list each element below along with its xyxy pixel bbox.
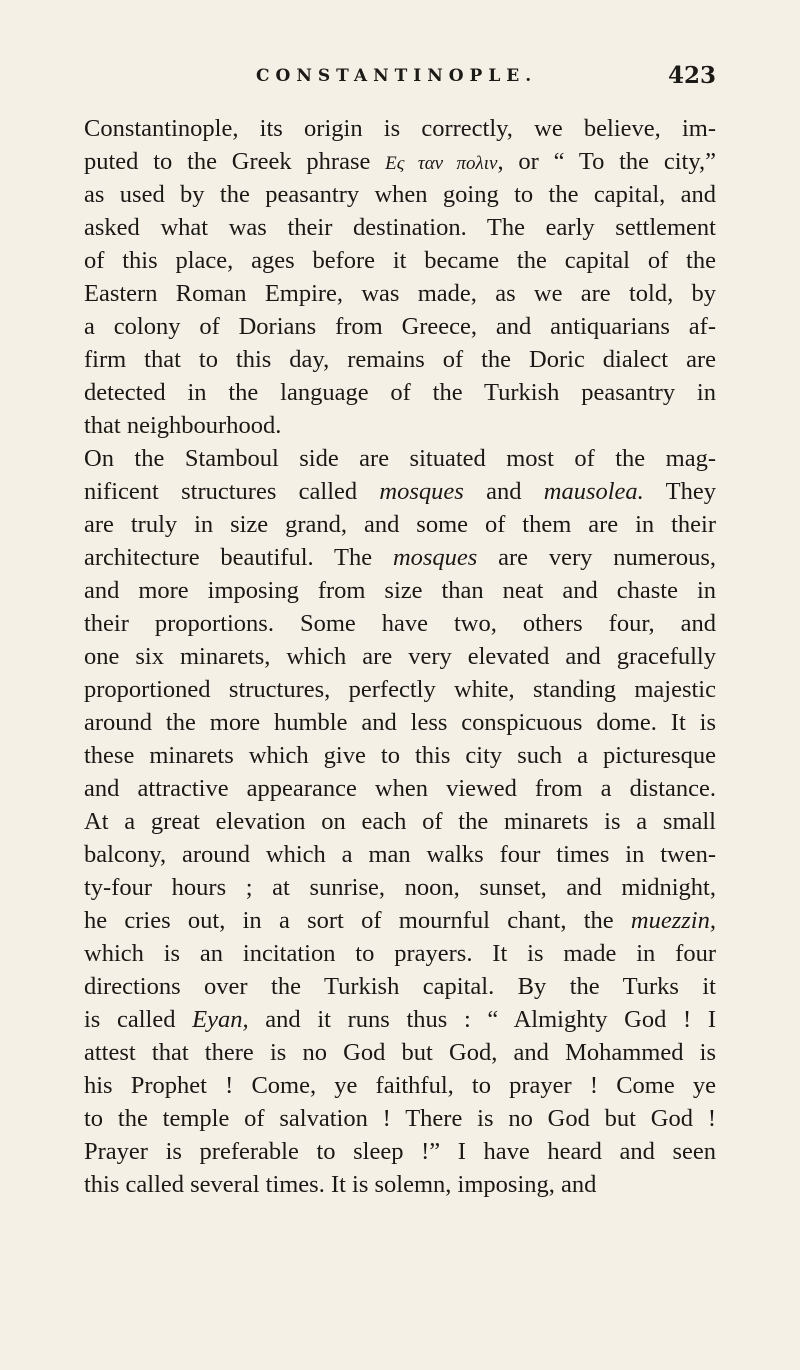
text-line: he cries out, in a sort of mournful chant, the muezzin, — [84, 907, 716, 934]
text-line: which is an incitation to prayers. It is made in four — [84, 940, 716, 967]
text-line: puted to the Greek phrase Eς ταν πολιν, or “ To the city,” — [84, 148, 716, 175]
text-line: Prayer is preferable to sleep !” I have heard and seen — [84, 1138, 716, 1165]
text-line: balcony, around which a man walks four times in twen- — [84, 841, 716, 868]
italic-term: mausolea. — [543, 478, 644, 505]
body-text — [84, 112, 716, 1201]
running-title: CONSTANTINOPLE. — [256, 66, 538, 86]
italic-term: mosques — [392, 544, 478, 571]
text-line: On the Stamboul side are situated most of the mag- — [84, 445, 716, 472]
text-line: their proportions. Some have two, others four, and — [84, 610, 716, 637]
text-line: ty-four hours ; at sunrise, noon, sunset, and midnight, — [84, 874, 716, 901]
text-line: and attractive appearance when viewed from a distance. — [84, 775, 716, 802]
text-line: his Prophet ! Come, ye faithful, to prayer ! Come ye — [84, 1072, 716, 1099]
text-line: of this place, ages before it became the capital of the — [84, 247, 716, 274]
text-line: are truly in size grand, and some of them are in their — [84, 511, 716, 538]
text-line: is called Eyan, and it runs thus : “ Almighty God ! I — [84, 1006, 716, 1033]
text-line: these minarets which give to this city such a picturesque — [84, 742, 716, 769]
text-line: At a great elevation on each of the minarets is a small — [84, 808, 716, 835]
text-line: around the more humble and less conspicuous dome. It is — [84, 709, 716, 736]
text-line: that neighbourhood. — [84, 412, 282, 439]
text-line: detected in the language of the Turkish peasantry in — [84, 379, 716, 406]
text-line: attest that there is no God but God, and Mohammed is — [84, 1039, 716, 1066]
text-line: and more imposing from size than neat and chaste in — [84, 577, 716, 604]
page-number: 423 — [667, 62, 716, 89]
text-line: a colony of Dorians from Greece, and antiquarians af- — [84, 313, 716, 340]
italic-term: Eyan, — [192, 1006, 249, 1033]
italic-term: mosques — [379, 478, 464, 505]
page-header — [84, 62, 716, 98]
text-line: asked what was their destination. The early settlement — [84, 214, 716, 241]
text-line: this called several times. It is solemn, imposing, and — [84, 1171, 597, 1198]
text-line: proportioned structures, perfectly white, standing majestic — [84, 676, 716, 703]
italic-term: muezzin, — [630, 907, 716, 934]
text-line: directions over the Turkish capital. By the Turks it — [84, 973, 716, 1000]
greek-phrase: Eς ταν πολιν — [385, 153, 498, 174]
text-line: to the temple of salvation ! There is no God but God ! — [84, 1105, 716, 1132]
text-line: one six minarets, which are very elevated and gracefully — [84, 643, 716, 670]
text-line: Constantinople, its origin is correctly, we believe, im- — [84, 115, 716, 142]
text-line: firm that to this day, remains of the Doric dialect are — [84, 346, 716, 373]
text-line: as used by the peasantry when going to the capital, and — [84, 181, 716, 208]
text-line: nificent structures called mosques and mausolea. They — [84, 478, 716, 505]
text-line: Eastern Roman Empire, was made, as we are told, by — [84, 280, 716, 307]
text-line: architecture beautiful. The mosques are very numerous, — [84, 544, 716, 571]
